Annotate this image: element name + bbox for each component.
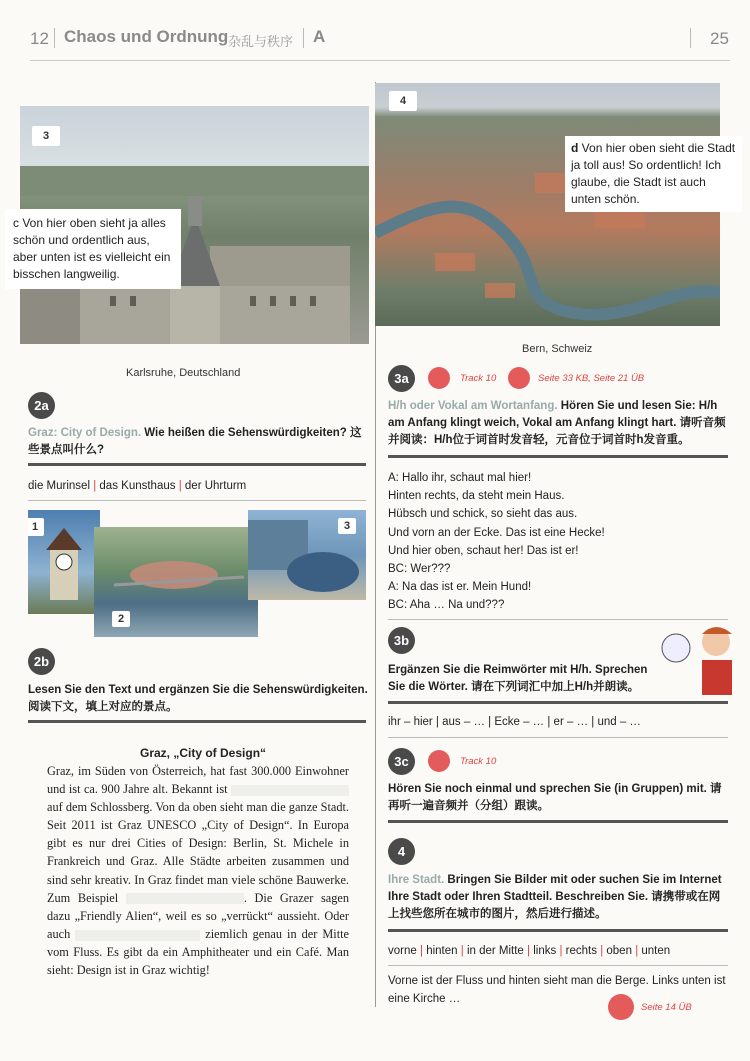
blank-field[interactable] <box>231 785 349 796</box>
divider <box>303 28 304 48</box>
divider <box>388 737 728 738</box>
unit-label: A <box>313 27 326 46</box>
photo-number-tag: 2 <box>112 611 130 627</box>
speech-box-c <box>5 209 181 289</box>
page-reference: Seite 33 KB, Seite 21 ÜB <box>538 373 645 384</box>
essay-title: Graz, „City of Design“ <box>140 746 267 760</box>
page-number-right: 25 <box>710 29 729 48</box>
page-header <box>0 0 750 62</box>
photo-number-tag: 3 <box>338 518 356 534</box>
page-number-left: 12 <box>30 29 49 48</box>
workbook-icon[interactable] <box>508 367 530 389</box>
photo-number-tag: 4 <box>389 91 417 111</box>
photo-uhrturm <box>28 510 100 614</box>
section-rule <box>28 463 366 466</box>
track-label: Track 10 <box>460 756 497 767</box>
essay-body: Graz, im Süden von Österreich, hat fast 300.000 Einwohner und ist ca. 900 Jahre alt. Bekannt ist auf dem Schlossberg. Von da oben sieht man die ganze Stadt. Seit 2011 ist Graz UNESCO „City of Design“. In Europa gibt es nur drei Cities of Design: Berlin, St. Michele in Frankreich und Graz. Alle Städte arbeiten zusammen und sind sehr kreativ. In Graz findet man viele schöne Bauwerke. Zum Beispiel . Die Grazer sagen dazu „Friendly Alien“, weil es so „verrückt“ aussieht. Oder auch ziemlich genau in der Mitte vom Fluss. Es gibt da ein Amphitheater und ein Café. Man sieht: Design ist in Graz wichtig! <box>47 764 349 978</box>
blank-field[interactable] <box>75 930 200 941</box>
photo-number-tag: 1 <box>28 518 44 536</box>
speech-label-d: d <box>571 141 579 155</box>
section-rule <box>388 820 728 823</box>
photo-murinsel <box>94 527 258 637</box>
speech-text-c: c Von hier oben sieht ja alles schön und ordentlich aus, aber unten ist es vielleicht ein bisschen langweilig. <box>13 216 171 281</box>
header-rule <box>30 60 730 61</box>
book-title: Chaos und Ordnung <box>64 27 229 46</box>
track-label: Track 10 <box>460 373 497 384</box>
divider <box>690 28 691 48</box>
instruction-3b: Ergänzen Sie die Reimwörter mit H/h. Sprechen Sie die Wörter. 请在下列词汇中加上H/h并朗读。 <box>388 664 648 693</box>
section-number-3b: 3b <box>388 627 415 654</box>
section-number-3c: 3c <box>388 748 415 775</box>
example-text-4: Vorne ist der Fluss und hinten sieht man die Berge. Links unten ist eine Kirche … <box>388 975 726 1005</box>
instruction-4: Ihre Stadt. Bringen Sie Bilder mit oder suchen Sie im Internet Ihre Stadt oder Ihren Stadtteil. Beschreiben Sie. 请携带或在网上找些您所在城市的图片，然后进行描述。 <box>388 874 722 920</box>
divider <box>388 965 728 966</box>
caption-bern: Bern, Schweiz <box>522 343 593 355</box>
man-blowing-mirror-illustration <box>658 620 736 695</box>
caption-karlsruhe: Karlsruhe, Deutschland <box>126 367 241 379</box>
word-list-4: vorne | hinten | in der Mitte | links | rechts | oben | unten <box>388 945 671 957</box>
photo-kunsthaus <box>248 510 366 600</box>
workbook-icon[interactable] <box>608 994 634 1020</box>
section-number-4: 4 <box>388 838 415 865</box>
section-rule <box>388 701 728 704</box>
section-number-2a: 2a <box>28 392 55 419</box>
blank-field[interactable] <box>126 893 244 904</box>
page-reference: Seite 14 ÜB <box>641 1002 692 1013</box>
speech-box-d <box>565 136 742 212</box>
instruction-3c: Hören Sie noch einmal und sprechen Sie (in Gruppen) mit. 请再听一遍音频并（分组）跟读。 <box>388 783 722 812</box>
speech-text-d: Von hier oben sieht die Stadt ja toll aus! So ordentlich! Ich glaube, die Stadt ist auch unten schön. <box>571 141 736 206</box>
section-number-2b: 2b <box>28 648 55 675</box>
speaker-icon[interactable] <box>428 367 450 389</box>
instruction-3a: H/h oder Vokal am Wortanfang. Hören Sie und lesen Sie: H/h am Anfang klingt weich, Vokal am Anfang klingt hart. 请听音频并阅读：H/h位于词首时发音轻，元音位于词首时h发音重。 <box>388 400 726 446</box>
photo-number-tag: 3 <box>32 126 60 146</box>
instruction-2a: Graz: City of Design. Wie heißen die Sehenswürdigkeiten? 这些景点叫什么? <box>28 427 362 456</box>
section-number-3a: 3a <box>388 365 415 392</box>
rhyme-words-3b: ihr – hier | aus – … | Ecke – … | er – … | und – … <box>388 716 641 728</box>
divider <box>28 500 366 501</box>
divider <box>54 28 55 48</box>
section-rule <box>388 929 728 932</box>
dialog-3a: A: Hallo ihr, schaut mal hier! Hinten rechts, da steht mein Haus. Hübsch und schick, so sieht das aus. Und vorn an der Ecke. Das ist eine Hecke! Und hier oben, schaut her! Das ist er! BC: Wer??? A: Na das ist er. Mein Hund! BC: Aha … Na und??? <box>388 472 605 612</box>
instruction-2b: Lesen Sie den Text und ergänzen Sie die Sehenswürdigkeiten. 阅读下文，填上对应的景点。 <box>28 684 368 713</box>
section-rule <box>28 720 366 723</box>
speaker-icon[interactable] <box>428 750 450 772</box>
book-title-cn: 杂乱与秩序 <box>228 34 294 49</box>
word-list-2a: die Murinsel | das Kunsthaus | der Uhrturm <box>28 480 247 492</box>
section-rule <box>388 455 728 458</box>
